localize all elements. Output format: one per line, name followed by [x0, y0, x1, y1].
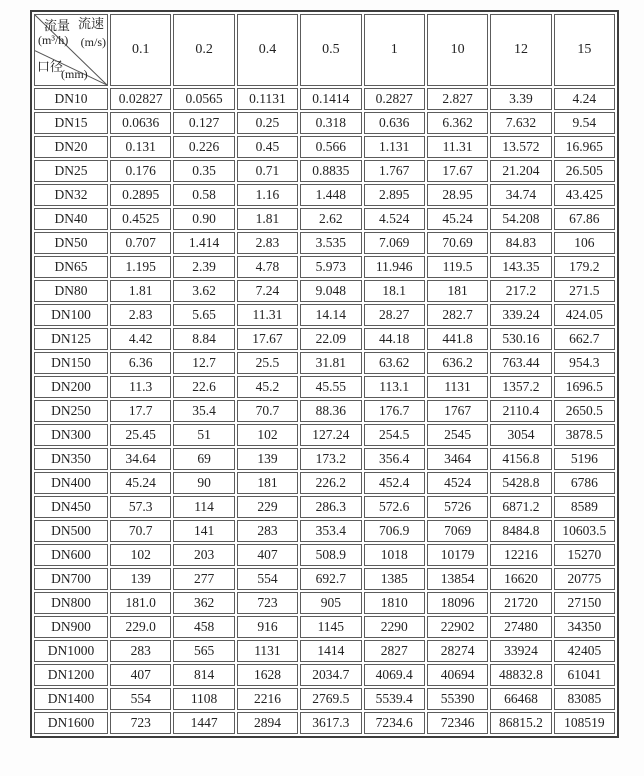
value-cell: 9.048 [300, 280, 361, 302]
value-cell: 572.6 [364, 496, 425, 518]
value-cell: 34.64 [110, 448, 171, 470]
table-row-DN150 [34, 352, 615, 374]
diameter-cell-DN200: DN200 [34, 376, 108, 398]
value-cell: 8484.8 [490, 520, 551, 542]
value-cell: 0.226 [173, 136, 234, 158]
value-cell: 72346 [427, 712, 488, 734]
value-cell: 0.71 [237, 160, 298, 182]
diameter-cell-DN50: DN50 [34, 232, 108, 254]
value-cell: 102 [237, 424, 298, 446]
diameter-cell-DN800: DN800 [34, 592, 108, 614]
value-cell: 28274 [427, 640, 488, 662]
diameter-cell-DN15: DN15 [34, 112, 108, 134]
value-cell: 2216 [237, 688, 298, 710]
diameter-cell-DN300: DN300 [34, 424, 108, 446]
value-cell: 4.42 [110, 328, 171, 350]
value-cell: 181 [427, 280, 488, 302]
value-cell: 916 [237, 616, 298, 638]
value-cell: 40694 [427, 664, 488, 686]
value-cell: 7234.6 [364, 712, 425, 734]
value-cell: 20775 [554, 568, 615, 590]
value-cell: 106 [554, 232, 615, 254]
corner-velocity-unit: (m/s) [80, 35, 106, 49]
value-cell: 27150 [554, 592, 615, 614]
value-cell: 5539.4 [364, 688, 425, 710]
value-cell: 283 [110, 640, 171, 662]
value-cell: 6786 [554, 472, 615, 494]
value-cell: 424.05 [554, 304, 615, 326]
value-cell: 0.127 [173, 112, 234, 134]
value-cell: 57.3 [110, 496, 171, 518]
value-cell: 90 [173, 472, 234, 494]
value-cell: 5428.8 [490, 472, 551, 494]
value-cell: 407 [110, 664, 171, 686]
diameter-cell-DN1000: DN1000 [34, 640, 108, 662]
corner-diameter-unit: (mm) [61, 67, 88, 81]
value-cell: 15270 [554, 544, 615, 566]
value-cell: 0.35 [173, 160, 234, 182]
value-cell: 286.3 [300, 496, 361, 518]
value-cell: 13.572 [490, 136, 551, 158]
value-cell: 4156.8 [490, 448, 551, 470]
value-cell: 0.90 [173, 208, 234, 230]
value-cell: 27480 [490, 616, 551, 638]
value-cell: 508.9 [300, 544, 361, 566]
table-row-DN350 [34, 448, 615, 470]
flow-rate-table [30, 10, 619, 738]
value-cell: 119.5 [427, 256, 488, 278]
value-cell: 143.35 [490, 256, 551, 278]
table-row-DN700 [34, 568, 615, 590]
value-cell: 1.414 [173, 232, 234, 254]
velocity-header-0.5: 0.5 [300, 14, 361, 86]
value-cell: 1810 [364, 592, 425, 614]
value-cell: 3.62 [173, 280, 234, 302]
diameter-cell-DN80: DN80 [34, 280, 108, 302]
value-cell: 33924 [490, 640, 551, 662]
value-cell: 1447 [173, 712, 234, 734]
value-cell: 12216 [490, 544, 551, 566]
value-cell: 67.86 [554, 208, 615, 230]
velocity-header-0.2: 0.2 [173, 14, 234, 86]
diameter-cell-DN900: DN900 [34, 616, 108, 638]
value-cell: 63.62 [364, 352, 425, 374]
value-cell: 7.24 [237, 280, 298, 302]
value-cell: 356.4 [364, 448, 425, 470]
value-cell: 283 [237, 520, 298, 542]
diameter-cell-DN600: DN600 [34, 544, 108, 566]
value-cell: 139 [110, 568, 171, 590]
value-cell: 9.54 [554, 112, 615, 134]
value-cell: 3878.5 [554, 424, 615, 446]
diameter-cell-DN32: DN32 [34, 184, 108, 206]
value-cell: 48832.8 [490, 664, 551, 686]
value-cell: 1.767 [364, 160, 425, 182]
value-cell: 0.8835 [300, 160, 361, 182]
value-cell: 2.62 [300, 208, 361, 230]
value-cell: 2.827 [427, 88, 488, 110]
value-cell: 554 [110, 688, 171, 710]
value-cell: 954.3 [554, 352, 615, 374]
value-cell: 3.535 [300, 232, 361, 254]
value-cell: 14.14 [300, 304, 361, 326]
value-cell: 1.195 [110, 256, 171, 278]
value-cell: 44.18 [364, 328, 425, 350]
value-cell: 84.83 [490, 232, 551, 254]
value-cell: 12.7 [173, 352, 234, 374]
value-cell: 662.7 [554, 328, 615, 350]
value-cell: 2.83 [110, 304, 171, 326]
value-cell: 22.09 [300, 328, 361, 350]
value-cell: 5726 [427, 496, 488, 518]
table-row-DN450 [34, 496, 615, 518]
value-cell: 0.58 [173, 184, 234, 206]
table-row-DN125 [34, 328, 615, 350]
table-row-DN600 [34, 544, 615, 566]
value-cell: 35.4 [173, 400, 234, 422]
diameter-cell-DN100: DN100 [34, 304, 108, 326]
value-cell: 176.7 [364, 400, 425, 422]
table-row-DN10 [34, 88, 615, 110]
diameter-cell-DN125: DN125 [34, 328, 108, 350]
value-cell: 458 [173, 616, 234, 638]
value-cell: 1.81 [110, 280, 171, 302]
value-cell: 3054 [490, 424, 551, 446]
value-cell: 692.7 [300, 568, 361, 590]
diameter-cell-DN65: DN65 [34, 256, 108, 278]
value-cell: 88.36 [300, 400, 361, 422]
value-cell: 5.973 [300, 256, 361, 278]
table-row-DN800 [34, 592, 615, 614]
table-row-DN80 [34, 280, 615, 302]
value-cell: 441.8 [427, 328, 488, 350]
value-cell: 179.2 [554, 256, 615, 278]
diameter-cell-DN1400: DN1400 [34, 688, 108, 710]
value-cell: 1696.5 [554, 376, 615, 398]
diameter-cell-DN1600: DN1600 [34, 712, 108, 734]
value-cell: 254.5 [364, 424, 425, 446]
value-cell: 2650.5 [554, 400, 615, 422]
value-cell: 31.81 [300, 352, 361, 374]
value-cell: 113.1 [364, 376, 425, 398]
value-cell: 25.5 [237, 352, 298, 374]
value-cell: 13854 [427, 568, 488, 590]
value-cell: 17.67 [237, 328, 298, 350]
velocity-header-0.4: 0.4 [237, 14, 298, 86]
value-cell: 0.707 [110, 232, 171, 254]
value-cell: 141 [173, 520, 234, 542]
diameter-cell-DN40: DN40 [34, 208, 108, 230]
value-cell: 2290 [364, 616, 425, 638]
value-cell: 1018 [364, 544, 425, 566]
value-cell: 277 [173, 568, 234, 590]
value-cell: 4.78 [237, 256, 298, 278]
value-cell: 11.3 [110, 376, 171, 398]
value-cell: 21720 [490, 592, 551, 614]
value-cell: 17.7 [110, 400, 171, 422]
value-cell: 43.425 [554, 184, 615, 206]
value-cell: 0.566 [300, 136, 361, 158]
value-cell: 723 [237, 592, 298, 614]
value-cell: 1108 [173, 688, 234, 710]
diameter-cell-DN450: DN450 [34, 496, 108, 518]
velocity-header-1: 1 [364, 14, 425, 86]
diameter-cell-DN25: DN25 [34, 160, 108, 182]
value-cell: 2034.7 [300, 664, 361, 686]
value-cell: 1.81 [237, 208, 298, 230]
value-cell: 69 [173, 448, 234, 470]
value-cell: 0.45 [237, 136, 298, 158]
value-cell: 25.45 [110, 424, 171, 446]
diameter-cell-DN700: DN700 [34, 568, 108, 590]
table-row-DN65 [34, 256, 615, 278]
value-cell: 0.636 [364, 112, 425, 134]
value-cell: 217.2 [490, 280, 551, 302]
value-cell: 2.895 [364, 184, 425, 206]
value-cell: 2110.4 [490, 400, 551, 422]
value-cell: 181.0 [110, 592, 171, 614]
value-cell: 173.2 [300, 448, 361, 470]
value-cell: 86815.2 [490, 712, 551, 734]
corner-diameter-label: 口径 [37, 59, 64, 74]
value-cell: 271.5 [554, 280, 615, 302]
table-row-DN100 [34, 304, 615, 326]
corner-header-cell [34, 14, 108, 86]
velocity-header-0.1: 0.1 [110, 14, 171, 86]
value-cell: 11.31 [237, 304, 298, 326]
value-cell: 61041 [554, 664, 615, 686]
value-cell: 814 [173, 664, 234, 686]
value-cell: 0.1131 [237, 88, 298, 110]
value-cell: 8.84 [173, 328, 234, 350]
value-cell: 0.2895 [110, 184, 171, 206]
value-cell: 16.965 [554, 136, 615, 158]
value-cell: 452.4 [364, 472, 425, 494]
value-cell: 7.069 [364, 232, 425, 254]
value-cell: 0.0636 [110, 112, 171, 134]
value-cell: 1414 [300, 640, 361, 662]
value-cell: 11.31 [427, 136, 488, 158]
value-cell: 226.2 [300, 472, 361, 494]
value-cell: 0.25 [237, 112, 298, 134]
velocity-header-10: 10 [427, 14, 488, 86]
value-cell: 229.0 [110, 616, 171, 638]
diameter-cell-DN350: DN350 [34, 448, 108, 470]
value-cell: 34350 [554, 616, 615, 638]
value-cell: 565 [173, 640, 234, 662]
value-cell: 353.4 [300, 520, 361, 542]
value-cell: 723 [110, 712, 171, 734]
value-cell: 54.208 [490, 208, 551, 230]
value-cell: 1357.2 [490, 376, 551, 398]
table-body [34, 88, 615, 734]
value-cell: 127.24 [300, 424, 361, 446]
value-cell: 362 [173, 592, 234, 614]
value-cell: 6871.2 [490, 496, 551, 518]
table-row-DN15 [34, 112, 615, 134]
table-row-DN250 [34, 400, 615, 422]
table-row-DN500 [34, 520, 615, 542]
table-row-DN200 [34, 376, 615, 398]
value-cell: 18096 [427, 592, 488, 614]
diameter-cell-DN150: DN150 [34, 352, 108, 374]
value-cell: 51 [173, 424, 234, 446]
value-cell: 2894 [237, 712, 298, 734]
value-cell: 16620 [490, 568, 551, 590]
value-cell: 7069 [427, 520, 488, 542]
value-cell: 1131 [427, 376, 488, 398]
value-cell: 3.39 [490, 88, 551, 110]
value-cell: 1767 [427, 400, 488, 422]
value-cell: 66468 [490, 688, 551, 710]
value-cell: 18.1 [364, 280, 425, 302]
value-cell: 10603.5 [554, 520, 615, 542]
value-cell: 10179 [427, 544, 488, 566]
value-cell: 102 [110, 544, 171, 566]
value-cell: 2769.5 [300, 688, 361, 710]
value-cell: 34.74 [490, 184, 551, 206]
table-row-DN20 [34, 136, 615, 158]
diameter-cell-DN250: DN250 [34, 400, 108, 422]
header-row [34, 14, 615, 86]
value-cell: 4.524 [364, 208, 425, 230]
table-row-DN900 [34, 616, 615, 638]
value-cell: 7.632 [490, 112, 551, 134]
corner-flow-label: 流量 [44, 18, 71, 33]
value-cell: 4069.4 [364, 664, 425, 686]
corner-flow-unit: (m³/h) [38, 33, 69, 47]
value-cell: 1628 [237, 664, 298, 686]
value-cell: 5196 [554, 448, 615, 470]
value-cell: 22902 [427, 616, 488, 638]
value-cell: 1.448 [300, 184, 361, 206]
table-row-DN32 [34, 184, 615, 206]
value-cell: 0.1414 [300, 88, 361, 110]
table-row-DN25 [34, 160, 615, 182]
value-cell: 26.505 [554, 160, 615, 182]
value-cell: 2.83 [237, 232, 298, 254]
value-cell: 0.0565 [173, 88, 234, 110]
value-cell: 45.24 [427, 208, 488, 230]
value-cell: 4524 [427, 472, 488, 494]
table-row-DN1600 [34, 712, 615, 734]
value-cell: 28.95 [427, 184, 488, 206]
diameter-cell-DN500: DN500 [34, 520, 108, 542]
value-cell: 83085 [554, 688, 615, 710]
table-row-DN1200 [34, 664, 615, 686]
table-row-DN300 [34, 424, 615, 446]
value-cell: 3617.3 [300, 712, 361, 734]
value-cell: 181 [237, 472, 298, 494]
value-cell: 22.6 [173, 376, 234, 398]
value-cell: 530.16 [490, 328, 551, 350]
table-row-DN1000 [34, 640, 615, 662]
value-cell: 4.24 [554, 88, 615, 110]
value-cell: 70.7 [110, 520, 171, 542]
value-cell: 1145 [300, 616, 361, 638]
value-cell: 636.2 [427, 352, 488, 374]
value-cell: 3464 [427, 448, 488, 470]
table-row-DN40 [34, 208, 615, 230]
value-cell: 8589 [554, 496, 615, 518]
velocity-header-12: 12 [490, 14, 551, 86]
value-cell: 0.318 [300, 112, 361, 134]
value-cell: 11.946 [364, 256, 425, 278]
value-cell: 1385 [364, 568, 425, 590]
value-cell: 139 [237, 448, 298, 470]
value-cell: 0.4525 [110, 208, 171, 230]
value-cell: 45.24 [110, 472, 171, 494]
value-cell: 45.55 [300, 376, 361, 398]
value-cell: 0.131 [110, 136, 171, 158]
value-cell: 55390 [427, 688, 488, 710]
value-cell: 763.44 [490, 352, 551, 374]
value-cell: 203 [173, 544, 234, 566]
diameter-cell-DN1200: DN1200 [34, 664, 108, 686]
value-cell: 28.27 [364, 304, 425, 326]
corner-velocity-label: 流速 [77, 16, 104, 31]
diameter-cell-DN400: DN400 [34, 472, 108, 494]
value-cell: 282.7 [427, 304, 488, 326]
value-cell: 108519 [554, 712, 615, 734]
value-cell: 2827 [364, 640, 425, 662]
value-cell: 1.131 [364, 136, 425, 158]
value-cell: 5.65 [173, 304, 234, 326]
value-cell: 0.02827 [110, 88, 171, 110]
value-cell: 706.9 [364, 520, 425, 542]
value-cell: 42405 [554, 640, 615, 662]
value-cell: 1.16 [237, 184, 298, 206]
table-row-DN1400 [34, 688, 615, 710]
table-row-DN50 [34, 232, 615, 254]
velocity-header-15: 15 [554, 14, 615, 86]
value-cell: 0.2827 [364, 88, 425, 110]
value-cell: 45.2 [237, 376, 298, 398]
value-cell: 114 [173, 496, 234, 518]
value-cell: 6.362 [427, 112, 488, 134]
value-cell: 1131 [237, 640, 298, 662]
value-cell: 407 [237, 544, 298, 566]
table-row-DN400 [34, 472, 615, 494]
value-cell: 339.24 [490, 304, 551, 326]
diameter-cell-DN20: DN20 [34, 136, 108, 158]
value-cell: 21.204 [490, 160, 551, 182]
diameter-cell-DN10: DN10 [34, 88, 108, 110]
value-cell: 6.36 [110, 352, 171, 374]
value-cell: 70.7 [237, 400, 298, 422]
value-cell: 70.69 [427, 232, 488, 254]
value-cell: 2.39 [173, 256, 234, 278]
value-cell: 2545 [427, 424, 488, 446]
value-cell: 905 [300, 592, 361, 614]
value-cell: 554 [237, 568, 298, 590]
value-cell: 0.176 [110, 160, 171, 182]
value-cell: 229 [237, 496, 298, 518]
value-cell: 17.67 [427, 160, 488, 182]
